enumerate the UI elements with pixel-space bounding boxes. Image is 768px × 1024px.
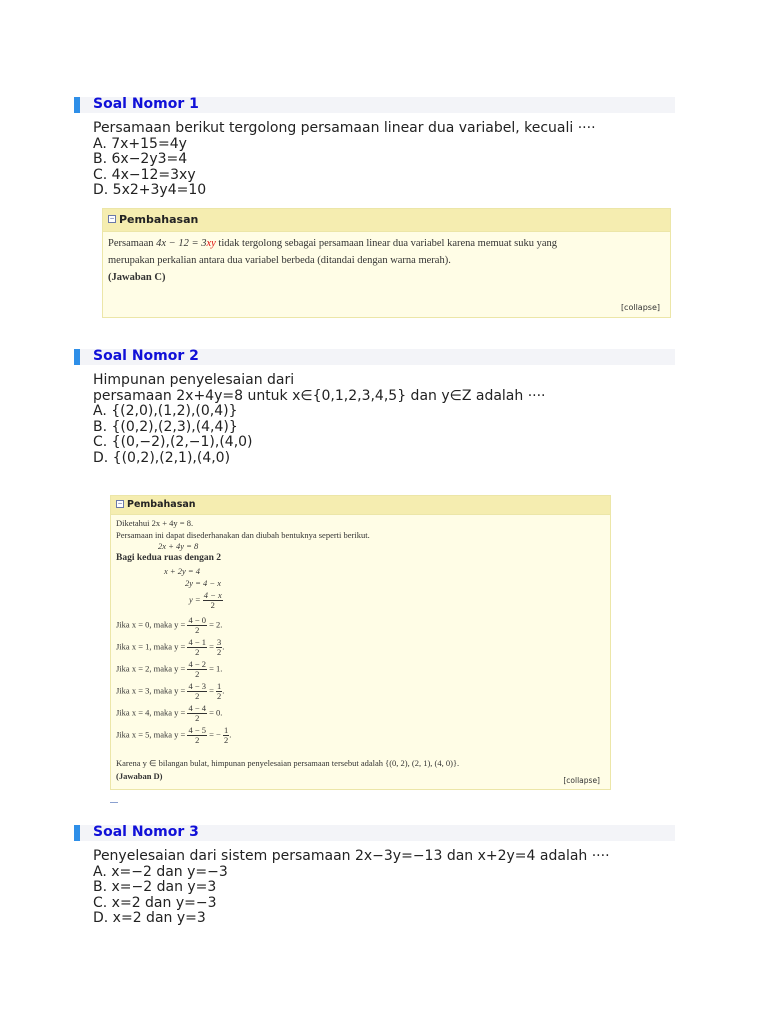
- q1-option-b: B. 6x−2y3=4: [93, 151, 188, 167]
- fraction-denominator: 2: [195, 625, 200, 635]
- q1-equation-highlight: xy: [206, 238, 216, 249]
- q2-option-c: C. {(0,−2),(2,−1),(4,0): [93, 434, 253, 450]
- q3-question-block: [93, 849, 610, 927]
- q2-step4: [189, 591, 223, 610]
- q2-given: Diketahui 2x + 4y = 8.: [116, 518, 194, 528]
- q3-question: Penyelesaian dari sistem persamaan 2x−3y=−13 dan x+2y=4 adalah ····: [93, 848, 610, 864]
- q2-step3: 2y = 4 − x: [185, 578, 222, 588]
- q3-option-b: B. x=−2 dan y=3: [93, 879, 217, 895]
- fraction-denominator: 2: [210, 600, 215, 610]
- fraction-denominator: 2: [195, 647, 200, 657]
- q2-heading-text: Soal Nomor 2: [93, 348, 199, 364]
- q2-collapse-link[interactable]: [collapse]: [563, 776, 600, 785]
- q2-explanation-title: Pembahasan: [127, 499, 196, 510]
- fraction-denominator: 2: [217, 691, 222, 701]
- q2-case-2: [116, 660, 222, 679]
- q1-answer: (Jawaban C): [108, 272, 166, 283]
- case-result: = 0.: [209, 707, 223, 718]
- case-label: Jika x = 5, maka y =: [116, 729, 186, 740]
- fraction-denominator: 2: [195, 691, 200, 701]
- q1-explanation-header[interactable]: [103, 209, 670, 232]
- fraction-numerator: 1: [217, 681, 222, 691]
- case-end: .: [222, 685, 225, 696]
- q1-explanation-box: [102, 208, 671, 318]
- fraction-numerator: 1: [223, 725, 229, 735]
- q2-case-4: [116, 704, 222, 723]
- q2-step1: 2x + 4y = 8: [158, 541, 199, 551]
- q3-heading: [74, 825, 675, 841]
- q2-intro: Persamaan ini dapat disederhanakan dan diubah bentuknya seperti berikut.: [116, 530, 370, 540]
- q3-option-a: A. x=−2 dan y=−3: [93, 863, 228, 880]
- q2-option-a: A. {(2,0),(1,2),(0,4)}: [93, 403, 238, 419]
- q1-collapse-link[interactable]: [collapse]: [620, 303, 660, 312]
- case-fraction: [187, 726, 207, 745]
- q2-step-label: Bagi kedua ruas dengan 2: [116, 553, 222, 563]
- case-result: = −: [209, 729, 221, 740]
- fraction-numerator: 4 − 4: [188, 703, 206, 713]
- case-result: =: [209, 685, 214, 696]
- q1-heading-text: Soal Nomor 1: [93, 96, 199, 112]
- q2-case-0: [116, 616, 222, 635]
- fraction-numerator: 4 − x: [203, 590, 222, 600]
- q2-option-b: B. {(0,2),(2,3),(4,4)}: [93, 418, 238, 435]
- case-end: .: [229, 729, 232, 740]
- case-label: Jika x = 3, maka y =: [116, 685, 186, 696]
- fraction-numerator: 4 − 3: [188, 681, 206, 691]
- fraction-numerator: 4 − 5: [188, 725, 206, 735]
- case-result: = 1.: [209, 663, 223, 674]
- case-fraction: [187, 704, 207, 723]
- q2-explanation-header[interactable]: [111, 496, 610, 515]
- heading-marker: [74, 825, 80, 841]
- q2-case-3: [116, 682, 224, 701]
- q2-answer: (Jawaban D): [116, 771, 163, 781]
- fraction-denominator: 2: [195, 669, 200, 679]
- case-end: .: [222, 641, 225, 652]
- q2-case-5: [116, 726, 231, 745]
- case-result: = 2.: [209, 619, 223, 630]
- q1-explanation-body: [103, 232, 670, 289]
- q1-heading: [74, 97, 675, 113]
- q1-explanation-line2: merupakan perkalian antara dua variabel berbeda (ditandai dengan warna merah).: [108, 255, 451, 266]
- case-fraction: [187, 616, 207, 635]
- fraction-numerator: 4 − 0: [188, 615, 206, 625]
- q2-step2: x + 2y = 4: [164, 566, 201, 576]
- q3-option-d: D. x=2 dan y=3: [93, 910, 206, 926]
- q2-explanation-box: [110, 495, 611, 790]
- q2-question-line1: Himpunan penyelesaian dari: [93, 372, 295, 388]
- collapse-toggle-icon[interactable]: −: [117, 500, 123, 507]
- q3-option-c: C. x=2 dan y=−3: [93, 894, 217, 911]
- q2-question-line2: persamaan 2x+4y=8 untuk x∈{0,1,2,3,4,5} dan y∈Z adalah ····: [93, 387, 546, 404]
- q1-option-a: A. 7x+15=4y: [93, 135, 187, 152]
- case-fraction: [187, 660, 207, 679]
- fraction-numerator: 3: [217, 637, 222, 647]
- case-label: Jika x = 2, maka y =: [116, 663, 186, 674]
- q1-explanation-line1: [108, 235, 665, 252]
- q2-question-block: [93, 373, 546, 466]
- fraction-denominator: 2: [223, 735, 229, 745]
- q1-option-c: C. 4x−12=3xy: [93, 166, 196, 183]
- q1-option-d: D. 5x2+3y4=10: [93, 182, 207, 198]
- q1-question-block: [93, 121, 596, 199]
- q2-option-d: D. {(0,2),(2,1),(4,0): [93, 449, 231, 466]
- q1-explanation-title: Pembahasan: [119, 213, 199, 226]
- fraction-numerator: 4 − 2: [188, 659, 206, 669]
- case-label: Jika x = 0, maka y =: [116, 619, 186, 630]
- q2-heading: [74, 349, 675, 365]
- fraction-numerator: 4 − 1: [188, 637, 206, 647]
- q2-step4-left: y =: [189, 594, 201, 605]
- q1-line1-prefix: Persamaan: [108, 238, 157, 249]
- case-label: Jika x = 4, maka y =: [116, 707, 186, 718]
- q2-conclusion: Karena y ∈ bilangan bulat, himpunan penyelesaian persamaan tersebut adalah {(0, 2), (2, 1), (4, 0)}.: [116, 758, 460, 768]
- q2-case-1: [116, 638, 224, 657]
- case-result: =: [209, 641, 214, 652]
- case-fraction: [187, 638, 207, 657]
- fraction-denominator: 2: [195, 713, 200, 723]
- case-label: Jika x = 1, maka y =: [116, 641, 186, 652]
- q1-line1-suffix: tidak tergolong sebagai persamaan linear dua variabel karena memuat suku yang: [215, 238, 558, 249]
- q1-equation: 4x − 12 = 3: [156, 238, 207, 249]
- collapse-toggle-icon[interactable]: −: [109, 215, 115, 222]
- q3-heading-text: Soal Nomor 3: [93, 824, 199, 840]
- fraction-denominator: 2: [195, 735, 200, 745]
- q2-step4-fraction: [203, 591, 223, 610]
- heading-marker: [74, 349, 80, 365]
- fraction-denominator: 2: [217, 647, 222, 657]
- divider: [110, 802, 118, 803]
- q1-question: Persamaan berikut tergolong persamaan linear dua variabel, kecuali ····: [93, 120, 596, 136]
- heading-marker: [74, 97, 80, 113]
- case-fraction: [187, 682, 207, 701]
